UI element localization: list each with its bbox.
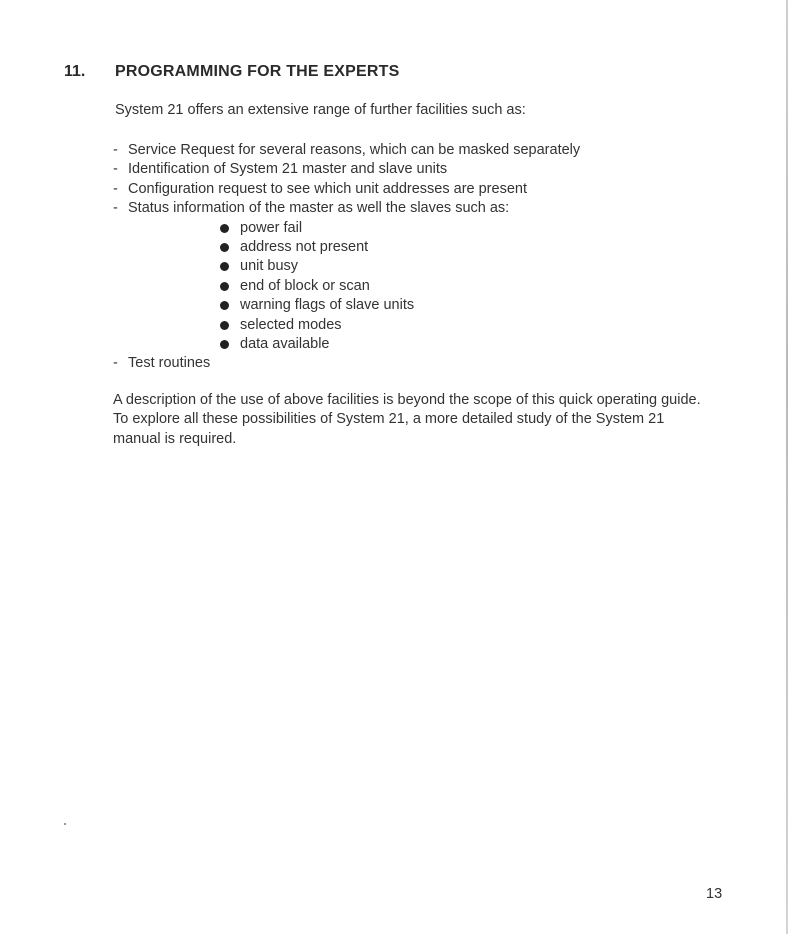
closing-paragraph: A description of the use of above facilities is beyond the scope of this quick operating guide. To explore all these possibilities of System 21, a more detailed study of the System 21 manual is required.	[113, 392, 701, 447]
facility-list	[113, 141, 580, 374]
list-item-text: Identification of System 21 master and slave units	[128, 161, 448, 178]
status-item	[218, 219, 580, 238]
dash-marker: -	[113, 200, 118, 217]
bullet-icon	[220, 262, 229, 271]
dash-marker: -	[113, 142, 118, 158]
list-item-text: Test routines	[128, 355, 211, 372]
dash-marker: -	[113, 355, 118, 372]
status-item-text: address not present	[240, 239, 369, 256]
list-item	[113, 354, 580, 373]
status-item	[218, 335, 580, 354]
bullet-icon	[220, 340, 229, 349]
status-item-text: selected modes	[240, 316, 342, 333]
list-item	[113, 180, 580, 199]
dash-marker: -	[113, 161, 118, 178]
bullet-icon	[220, 243, 229, 252]
list-item-text: Configuration request to see which unit addresses are present	[128, 180, 527, 197]
status-item	[218, 316, 580, 335]
section-title: PROGRAMMING FOR THE EXPERTS	[115, 63, 400, 80]
list-item	[113, 199, 580, 354]
status-item-text: data available	[240, 336, 330, 353]
bullet-icon	[220, 282, 229, 291]
status-item	[218, 296, 580, 315]
bullet-icon	[220, 301, 229, 310]
status-item-text: power fail	[240, 219, 303, 236]
bullet-icon	[220, 321, 229, 330]
page-edge	[786, 0, 788, 934]
bullet-icon	[220, 224, 229, 233]
intro-paragraph: System 21 offers an extensive range of further facilities such as:	[115, 102, 526, 118]
list-item-text: Service Request for several reasons, which can be masked separately	[128, 142, 581, 158]
list-item	[113, 141, 580, 160]
status-item	[218, 257, 580, 276]
list-item	[113, 160, 580, 179]
list-item-text: Status information of the master as well the slaves such as:	[128, 200, 510, 217]
page-number: 13	[706, 886, 723, 902]
status-item	[218, 277, 580, 296]
dash-marker: -	[113, 180, 118, 197]
status-item-text: unit busy	[240, 258, 299, 275]
status-item-text: end of block or scan	[240, 277, 370, 294]
section-number: 11.	[64, 63, 86, 80]
status-sublist	[113, 219, 580, 355]
status-item-text: warning flags of slave units	[240, 297, 415, 314]
status-item	[218, 238, 580, 257]
scan-speck	[64, 823, 66, 825]
